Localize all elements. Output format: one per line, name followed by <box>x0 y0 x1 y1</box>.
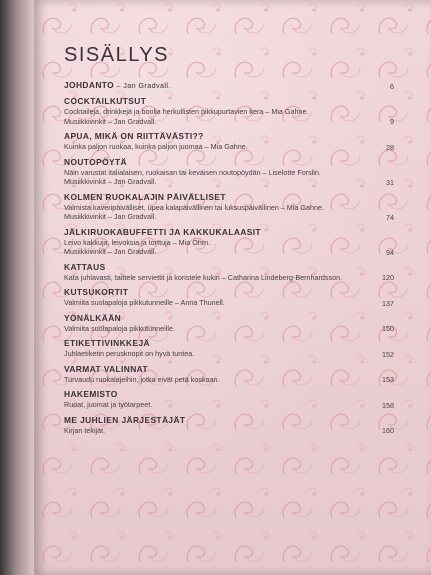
toc-entry-heading: VARMAT VALINNAT <box>64 363 148 374</box>
toc-entry-description: Leivo kakkuja, leivoksia ja torttuja – Mia Öhrn. <box>64 237 211 247</box>
toc-list <box>64 80 394 440</box>
toc-page-number: 6 <box>390 82 394 91</box>
toc-entry-description: Musiikkivinkit – Jan Gradvall. <box>64 212 157 221</box>
toc-entry <box>64 131 394 152</box>
toc-entry <box>64 364 394 385</box>
toc-entry-description: Näin varustat italialaisen, ruokaisan tai keväisen noutopöydän – Liselotte Forslin. <box>64 167 321 177</box>
toc-page-number: 160 <box>382 426 394 435</box>
toc-entry-heading: YÖNÄLKÄÄN <box>64 312 122 323</box>
toc-page-number: 31 <box>386 177 394 187</box>
toc-entry-heading: APUA, MIKÄ ON RIITTÄVÄSTI?? <box>64 131 204 141</box>
toc-page-number: 74 <box>386 212 394 222</box>
toc-entry-author: – Jan Gradvall. <box>114 81 171 90</box>
toc-entry-heading: ETIKETTIVINKKEJÄ <box>64 338 150 348</box>
toc-entry <box>64 415 394 436</box>
toc-entry <box>64 313 394 334</box>
toc-page-number: 94 <box>386 247 394 257</box>
toc-entry-heading: JÄLKIRUOKABUFFETTI JA KAKKUKALAASIT <box>64 226 262 237</box>
toc-entry-heading: KATTAUS <box>64 261 106 272</box>
toc-entry-description: Musiikkivinkit – Jan Gradvall. <box>64 247 157 256</box>
toc-page-number: 150 <box>382 324 394 333</box>
toc-entry-description: Kata juhlavasti, taittele serviettit ja koristele kukin – Catharina Lindeberg-Bernhardsson. <box>64 272 343 282</box>
toc-entry <box>64 227 394 257</box>
toc-page-number: 9 <box>390 117 394 126</box>
toc-entry-description: Musiikkivinkit – Jan Gradvall. <box>64 177 157 186</box>
toc-entry <box>64 262 394 283</box>
toc-entry-description: Valmista kaveripäivälliset, upea kalapäivällinen tai luksuspäivällinen – Mia Gahne. <box>64 202 324 212</box>
toc-entry <box>64 96 394 126</box>
toc-entry <box>64 157 394 187</box>
toc-entry <box>64 389 394 410</box>
toc-entry-heading: NOUTOPÖYTÄ <box>64 156 127 167</box>
toc-entry-heading: JOHDANTO – Jan Gradvall. <box>64 80 171 90</box>
toc-page-number: 137 <box>382 298 394 308</box>
book-page <box>34 0 431 575</box>
toc-entry-description: Cocktaileja, drinkkejä ja boolia herkullisten pikkupurtavien kera – Mia Gahne. <box>64 107 309 116</box>
toc-entry-description: Valmiita suolapaloja pikkutunneille. <box>64 323 175 333</box>
toc-page-number: 158 <box>382 400 394 410</box>
toc-page-number: 152 <box>382 349 394 359</box>
toc-entry <box>64 287 394 308</box>
toc-entry-heading: ME JUHLIEN JÄRJESTÄJÄT <box>64 414 186 425</box>
toc-entry-description: Turvaudu ruokalajeihin, jotka eivät petä koskaan. <box>64 374 220 384</box>
toc-page-number: 28 <box>386 142 394 152</box>
page-title: SISÄLLYS <box>64 44 170 66</box>
toc-entry-heading: COCKTAILKUTSUT <box>64 96 147 106</box>
toc-entry <box>64 80 394 91</box>
toc-entry-description: Valmiita suolapaloja pikkutunneille – Anna Thunell. <box>64 298 225 307</box>
toc-page-number: 153 <box>382 375 394 384</box>
toc-entry-description: Ruoat, juomat ja työtarpeet. <box>64 400 153 409</box>
toc-entry-heading: KUTSUKORTIT <box>64 287 129 297</box>
toc-entry-heading: HAKEMISTO <box>64 389 118 399</box>
toc-entry-description: Kirjan tekijät. <box>64 425 106 435</box>
toc-entry-description: Kuinka paljon ruokaa, kuinka paljon juomaa – Mia Gahne. <box>64 142 248 151</box>
toc-entry <box>64 192 394 222</box>
toc-entry-heading: KOLMEN RUOKALAJIN PÄIVÄLLISET <box>64 191 226 202</box>
toc-entry-description: Juhlaetiketin perusknopit on hyvä tuntea. <box>64 349 195 358</box>
toc-page-number: 120 <box>382 273 394 282</box>
toc-entry <box>64 338 394 359</box>
toc-entry-description: Musiikkivinkit – Jan Gradvall. <box>64 116 157 126</box>
